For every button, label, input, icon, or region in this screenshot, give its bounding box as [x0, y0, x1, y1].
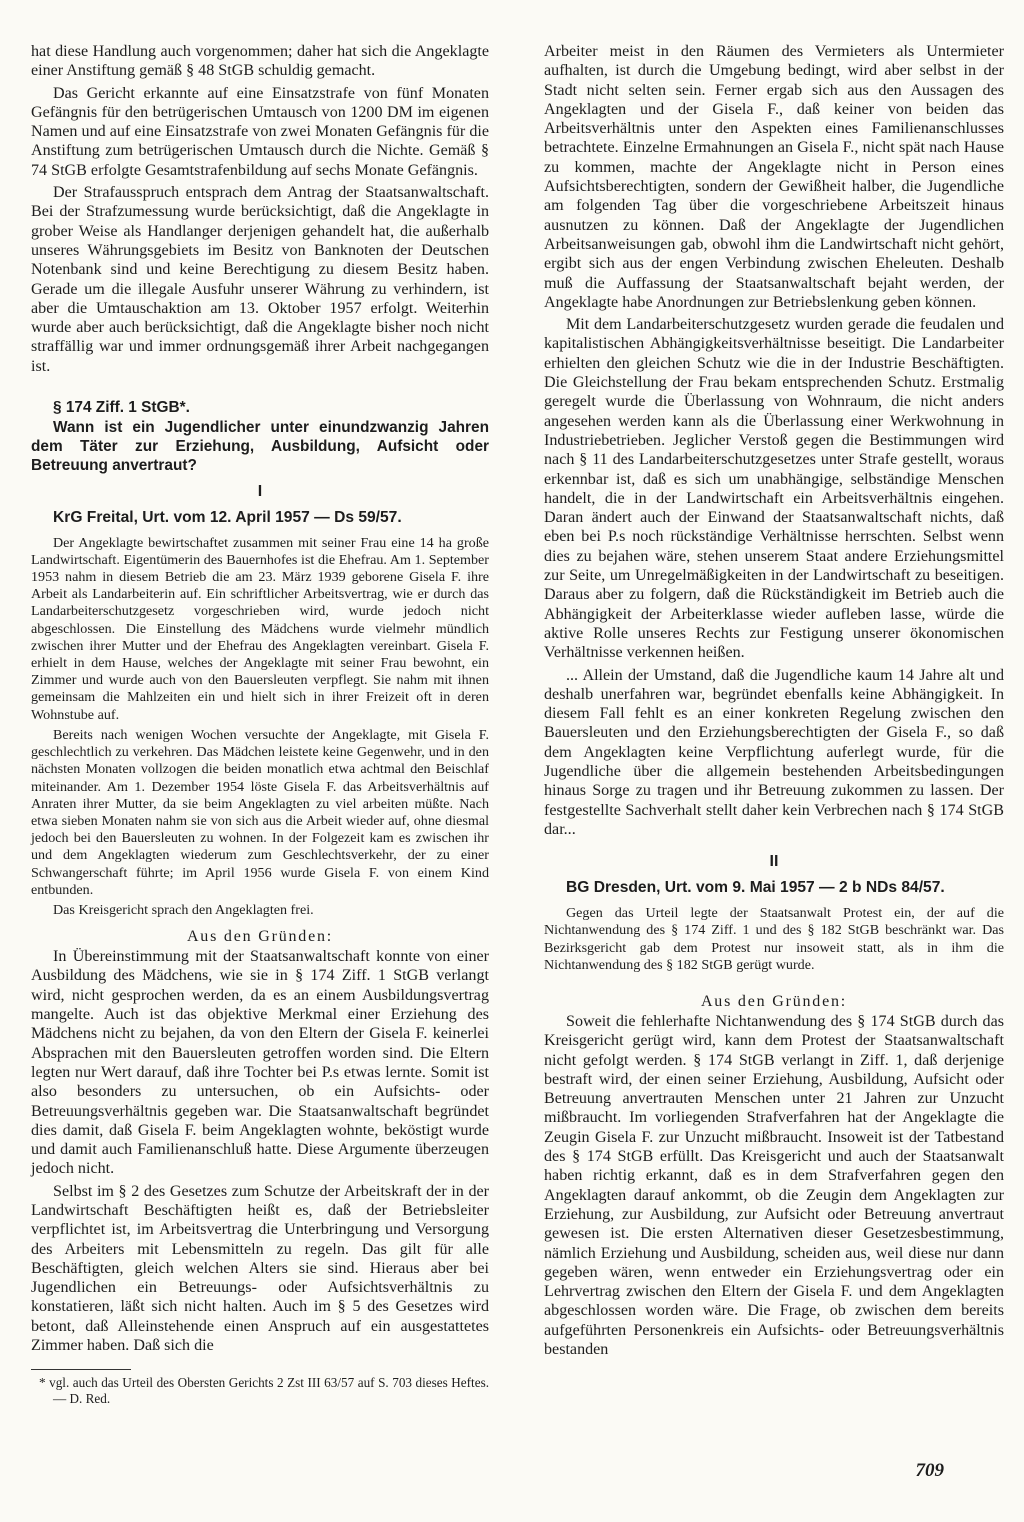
legal-question-heading: Wann ist ein Jugendlicher unter einundzwanzig Jahren dem Täter zur Erziehung, Ausbildung, Aufsicht oder Betreuung anvertraut? — [31, 419, 489, 475]
two-column-layout — [31, 42, 1004, 1406]
section-numeral: II — [769, 853, 779, 871]
reasons-heading: Aus den Gründen: — [186, 928, 334, 946]
right-column — [544, 42, 1004, 1406]
paragraph: hat diese Handlung auch vorgenommen; daher hat sich die Angeklagte einer Anstiftung gemäß § 48 StGB schuldig gemacht. — [31, 43, 489, 80]
facts-paragraph: Der Angeklagte bewirtschaftet zusammen mit seiner Frau eine 14 ha große Landwirtschaft. Eigentümerin des Bauernhofes ist die Ehefrau. Am 1. September 1953 nahm in diesem Betrieb die am 23. März 1939 geborene Gisela F. ihre Arbeit als Landarbeiterin auf. Ein schriftlicher Arbeitsvertrag, wie er durch das Landarbeiterschutzgesetz vorgeschrieben wird, wurde jedoch nicht abgeschlossen. Die Einstellung des Mädchens wurde vielmehr mündlich zwischen ihrer Mutter und der Ehefrau des Angeklagten vereinbart. Gisela F. erhielt in dem Hause, welches der Angeklagte mit seiner Frau bewohnt, ein Zimmer und wurde auch von den Bauersleuten verpflegt. Sie nahm mit ihnen gemeinsam die Mahlzeiten ein und hielt sich in ihrer Freizeit oft in deren Wohnstube auf. — [31, 534, 489, 723]
reasons-paragraph: Soweit die fehlerhafte Nichtanwendung des § 174 StGB durch das Kreisgericht gerügt wird, kann dem Protest der Staatsanwaltschaft nicht gefolgt werden. § 174 StGB verlangt in Ziff. 1, daß derjenige bestraft wird, der einen seiner Erziehung, Ausbildung, Aufsicht oder Betreuung anvertrauten Menschen unter 21 Jahren zur Unzucht mißbraucht. Im vorliegenden Strafverfahren hat der Angeklagte die Zeugin Gisela F. zur Unzucht mißbraucht. Insoweit ist der Tatbestand des § 174 StGB erfüllt. Das Kreisgericht und auch der Staatsanwalt haben richtig erkannt, daß es in dem Strafverfahren gegen den Angeklagten darauf ankommt, ob die Zeugin dem Angeklagten zur Erziehung, zur Ausbildung, zur Aufsicht oder Betreuung anvertraut gewesen ist. Die ersten Alternativen dieser Gesetzesbestimmung, nämlich Erziehung und Ausbildung, scheiden aus, weil diese nur dann gegeben wären, wenn entweder ein Erziehungsvertrag oder ein Lehrvertrag zwischen den Eltern der Gisela F. und dem Angeklagten abgeschlossen worden wäre. Die Frage, ob zwischen dem bereits aufgeführten Personenkreis ein Aufsichts- oder Betreuungsverhältnis bestanden — [544, 1012, 1004, 1359]
paragraph: Der Strafausspruch entsprach dem Antrag der Staatsanwaltschaft. Bei der Strafzumessung wurde berücksichtigt, daß die Angeklagte in grober Weise als Handlanger derjenigen gehandelt hat, die außerhalb unseres Währungsgebiets im Besitz von Banknoten der Deutschen Notenbank sind und keine Berechtigung zu diesem Besitz haben. Gerade um die illegale Ausfuhr unserer Währung zu verhindern, ist aber die Umtauschaktion am 13. Oktober 1957 erfolgt. Weiterhin wurde aber auch berücksichtigt, daß die Angeklagte bisher noch nicht straffällig war und immer ordnungsgemäß ihrer Arbeit nachgegangen ist. — [31, 184, 489, 375]
page-number: 709 — [915, 1460, 944, 1481]
statute-reference: § 174 Ziff. 1 StGB*. — [53, 399, 190, 417]
reasons-paragraph: In Übereinstimmung mit der Staatsanwaltschaft konnte von einer Ausbildung des Mädchens, wie sie in § 174 Ziff. 1 StGB verlangt wird, nicht gesprochen werden, da es an einem Ausbildungsvertrag mangelte. Auch ist das objektive Merkmal einer Erziehung des Mädchens nicht zu bejahen, da von den Eltern der Gisela F. keinerlei Absprachen mit den Bauersleuten getroffen worden sind. Die Eltern legten nur Wert darauf, daß ihre Tochter bei P.s etwas lernte. Somit ist also besonders zu untersuchen, ob ein Aufsichts- oder Betreuungsverhältnis gegeben war. Die Staatsanwaltschaft begründet dies damit, daß Gisela F. beim Angeklagten wohnte, beköstigt wurde und damit auch Familienanschluß hatte. Diese Argumente überzeugen jedoch nicht. — [31, 948, 489, 1178]
case-citation: BG Dresden, Urt. vom 9. Mai 1957 — 2 b NDs 84/57. — [566, 879, 945, 897]
case-citation: KrG Freital, Urt. vom 12. April 1957 — Ds 59/57. — [53, 508, 402, 526]
facts-paragraph: Das Kreisgericht sprach den Angeklagten frei. — [53, 901, 314, 918]
paragraph: ... Allein der Umstand, daß die Jugendliche kaum 14 Jahre alt und deshalb unerfahren war, begründet ebenfalls keine Abhängigkeit. In diesem Fall fehlt es an einer konkreten Regelung zwischen den Bauersleuten und den Erziehungsberechtigten der Gisela F., so daß dem Angeklagten keine Verpflichtung auferlegt wurde, für die Jugendliche über die allgemein bestehenden Arbeitsbedingungen hinaus Sorge zu tragen und ihr Betreuung zukommen zu lassen. Der festgestellte Sachverhalt stellt daher kein Verbrechen nach § 174 StGB dar... — [544, 666, 1004, 838]
footnote-divider — [31, 1369, 131, 1370]
section-numeral: I — [257, 482, 263, 500]
reasons-heading: Aus den Gründen: — [700, 992, 848, 1010]
footnote: * vgl. auch das Urteil des Obersten Gerichts 2 Zst III 63/57 auf S. 703 dieses Heftes. — D. Red. — [39, 1375, 489, 1406]
facts-paragraph: Gegen das Urteil legte der Staatsanwalt Protest ein, der auf die Nichtanwendung des § 174 Ziff. 1 und des § 182 StGB beschränkt war. Das Bezirksgericht gab dem Protest nur insoweit statt, als in ihm die Nichtanwendung des § 182 StGB gerügt wurde. — [544, 905, 1004, 973]
reasons-paragraph: Selbst im § 2 des Gesetzes zum Schutze der Arbeitskraft der in der Landwirtschaft Beschäftigten heißt es, daß der Betriebsleiter verpflichtet ist, im Arbeitsvertrag die Unterbringung und Versorgung des Arbeiters mit Lebensmitteln zu regeln. Das gilt für alle Beschäftigten, gleich welchen Alters sie sind. Hieraus aber bei Jugendlichen ein Betreuungs- oder Aufsichtsverhältnis zu konstatieren, läßt sich nicht halten. Auch im § 5 des Gesetzes wird betont, daß Alleinstehende einen Anspruch auf ein ausgestattetes Zimmer haben. Daß sich die — [31, 1182, 489, 1355]
paragraph: Mit dem Landarbeiterschutzgesetz wurden gerade die feudalen und kapitalistischen Abhängigkeitsverhältnisse beseitigt. Die Landarbeiter erhielten den gleichen Schutz wie die in der Industrie Beschäftigten. Die Gleichstellung der Frau bekam entsprechenden Schutz. Erstmalig geregelt wurde die Überlassung von Wohnraum, die nicht anders angesehen werden kann als die Überlassung einer Werkwohnung in Industriebetrieben. Jeglicher Verstoß gegen die Bestimmungen wird nach § 11 des Landarbeiterschutzgesetzes unter Strafe gestellt, woraus erkennbar ist, daß es sich um unabhängige, selbständige Menschen handelt, die in der Landwirtschaft ein Arbeitsverhältnis eingehen. Daran ändert auch der Einwand der Staatsanwaltschaft nichts, daß eben bei P.s noch rückständige Verhältnisse herrschten. Selbst wenn dies zu bejahen wäre, stehen unserem Staat andere Erziehungsmittel zur Seite, um Unregelmäßigkeiten in der Landwirtschaft zu beseitigen. Daraus aber zu folgern, daß die Rückständigkeit im Betrieb auch die Abhängigkeit der Arbeiterklasse wieder aufleben lasse, würde die aktive Rolle unseres Rechts zur Festigung unserer ökonomischen Verhältnisse verkennen heißen. — [544, 316, 1004, 662]
facts-paragraph: Bereits nach wenigen Wochen versuchte der Angeklagte, mit Gisela F. geschlechtlich zu verkehren. Das Mädchen leistete keine Gegenwehr, und in den nächsten Monaten vollzogen die beiden monatlich etwa achtmal den Beischlaf miteinander. Am 1. Dezember 1954 löste Gisela F. das Arbeitsverhältnis auf Anraten ihrer Mutter, da sie beim Angeklagten zu viel arbeiten müßte. Nach etwa sieben Monaten nahm sie von sich aus die Arbeit wieder auf, ohne diesmal jedoch bei den Bauersleuten zu wohnen. In der Folgezeit kam es zwischen ihr und dem Angeklagten wiederum zum Geschlechtsverkehr, der zu einer Schwangerschaft führte; im April 1956 wurde Gisela F. von einem Kind entbunden. — [31, 726, 489, 898]
paragraph: Das Gericht erkannte auf eine Einsatzstrafe von fünf Monaten Gefängnis für den betrügerischen Umtausch von 1200 DM im eigenen Namen und auf eine Einsatzstrafe von zwei Monaten Gefängnis für die Anstiftung zum betrügerischen Umtausch durch die Nichte. Gemäß § 74 StGB erfolgte Gesamtstrafenbildung auf sechs Monate Gefängnis. — [31, 84, 489, 179]
left-column — [31, 42, 489, 1406]
paragraph: Arbeiter meist in den Räumen des Vermieters als Untermieter aufhalten, ist durch die Umgebung bedingt, wird aber selbst in der Stadt nicht selten sein. Ferner ergab sich aus den Aussagen des Angeklagten und der Gisela F., daß keiner von beiden das Arbeitsverhältnis unter den Aspekten eines Familienanschlusses betrachtete. Einzelne Ermahnungen an Gisela F., nicht spät nach Hause zu kommen, machte der Angeklagte nicht in Person eines Aufsichtsberechtigten, sondern der Gewißheit halber, die Jugendliche am folgenden Tag über die vorgeschriebene Arbeitszeit hinaus ausnutzen zu können. Daß der Angeklagte der Jugendlichen Arbeitsanweisungen gab, obwohl ihm die Landwirtschaft nicht gehört, ergibt sich aus der engen Verbindung zwischen Eheleuten. Deshalb muß die Auffassung der Staatsanwaltschaft bejaht werden, der Angeklagte habe Anordnungen zur Betriebslenkung geben können. — [544, 43, 1004, 311]
